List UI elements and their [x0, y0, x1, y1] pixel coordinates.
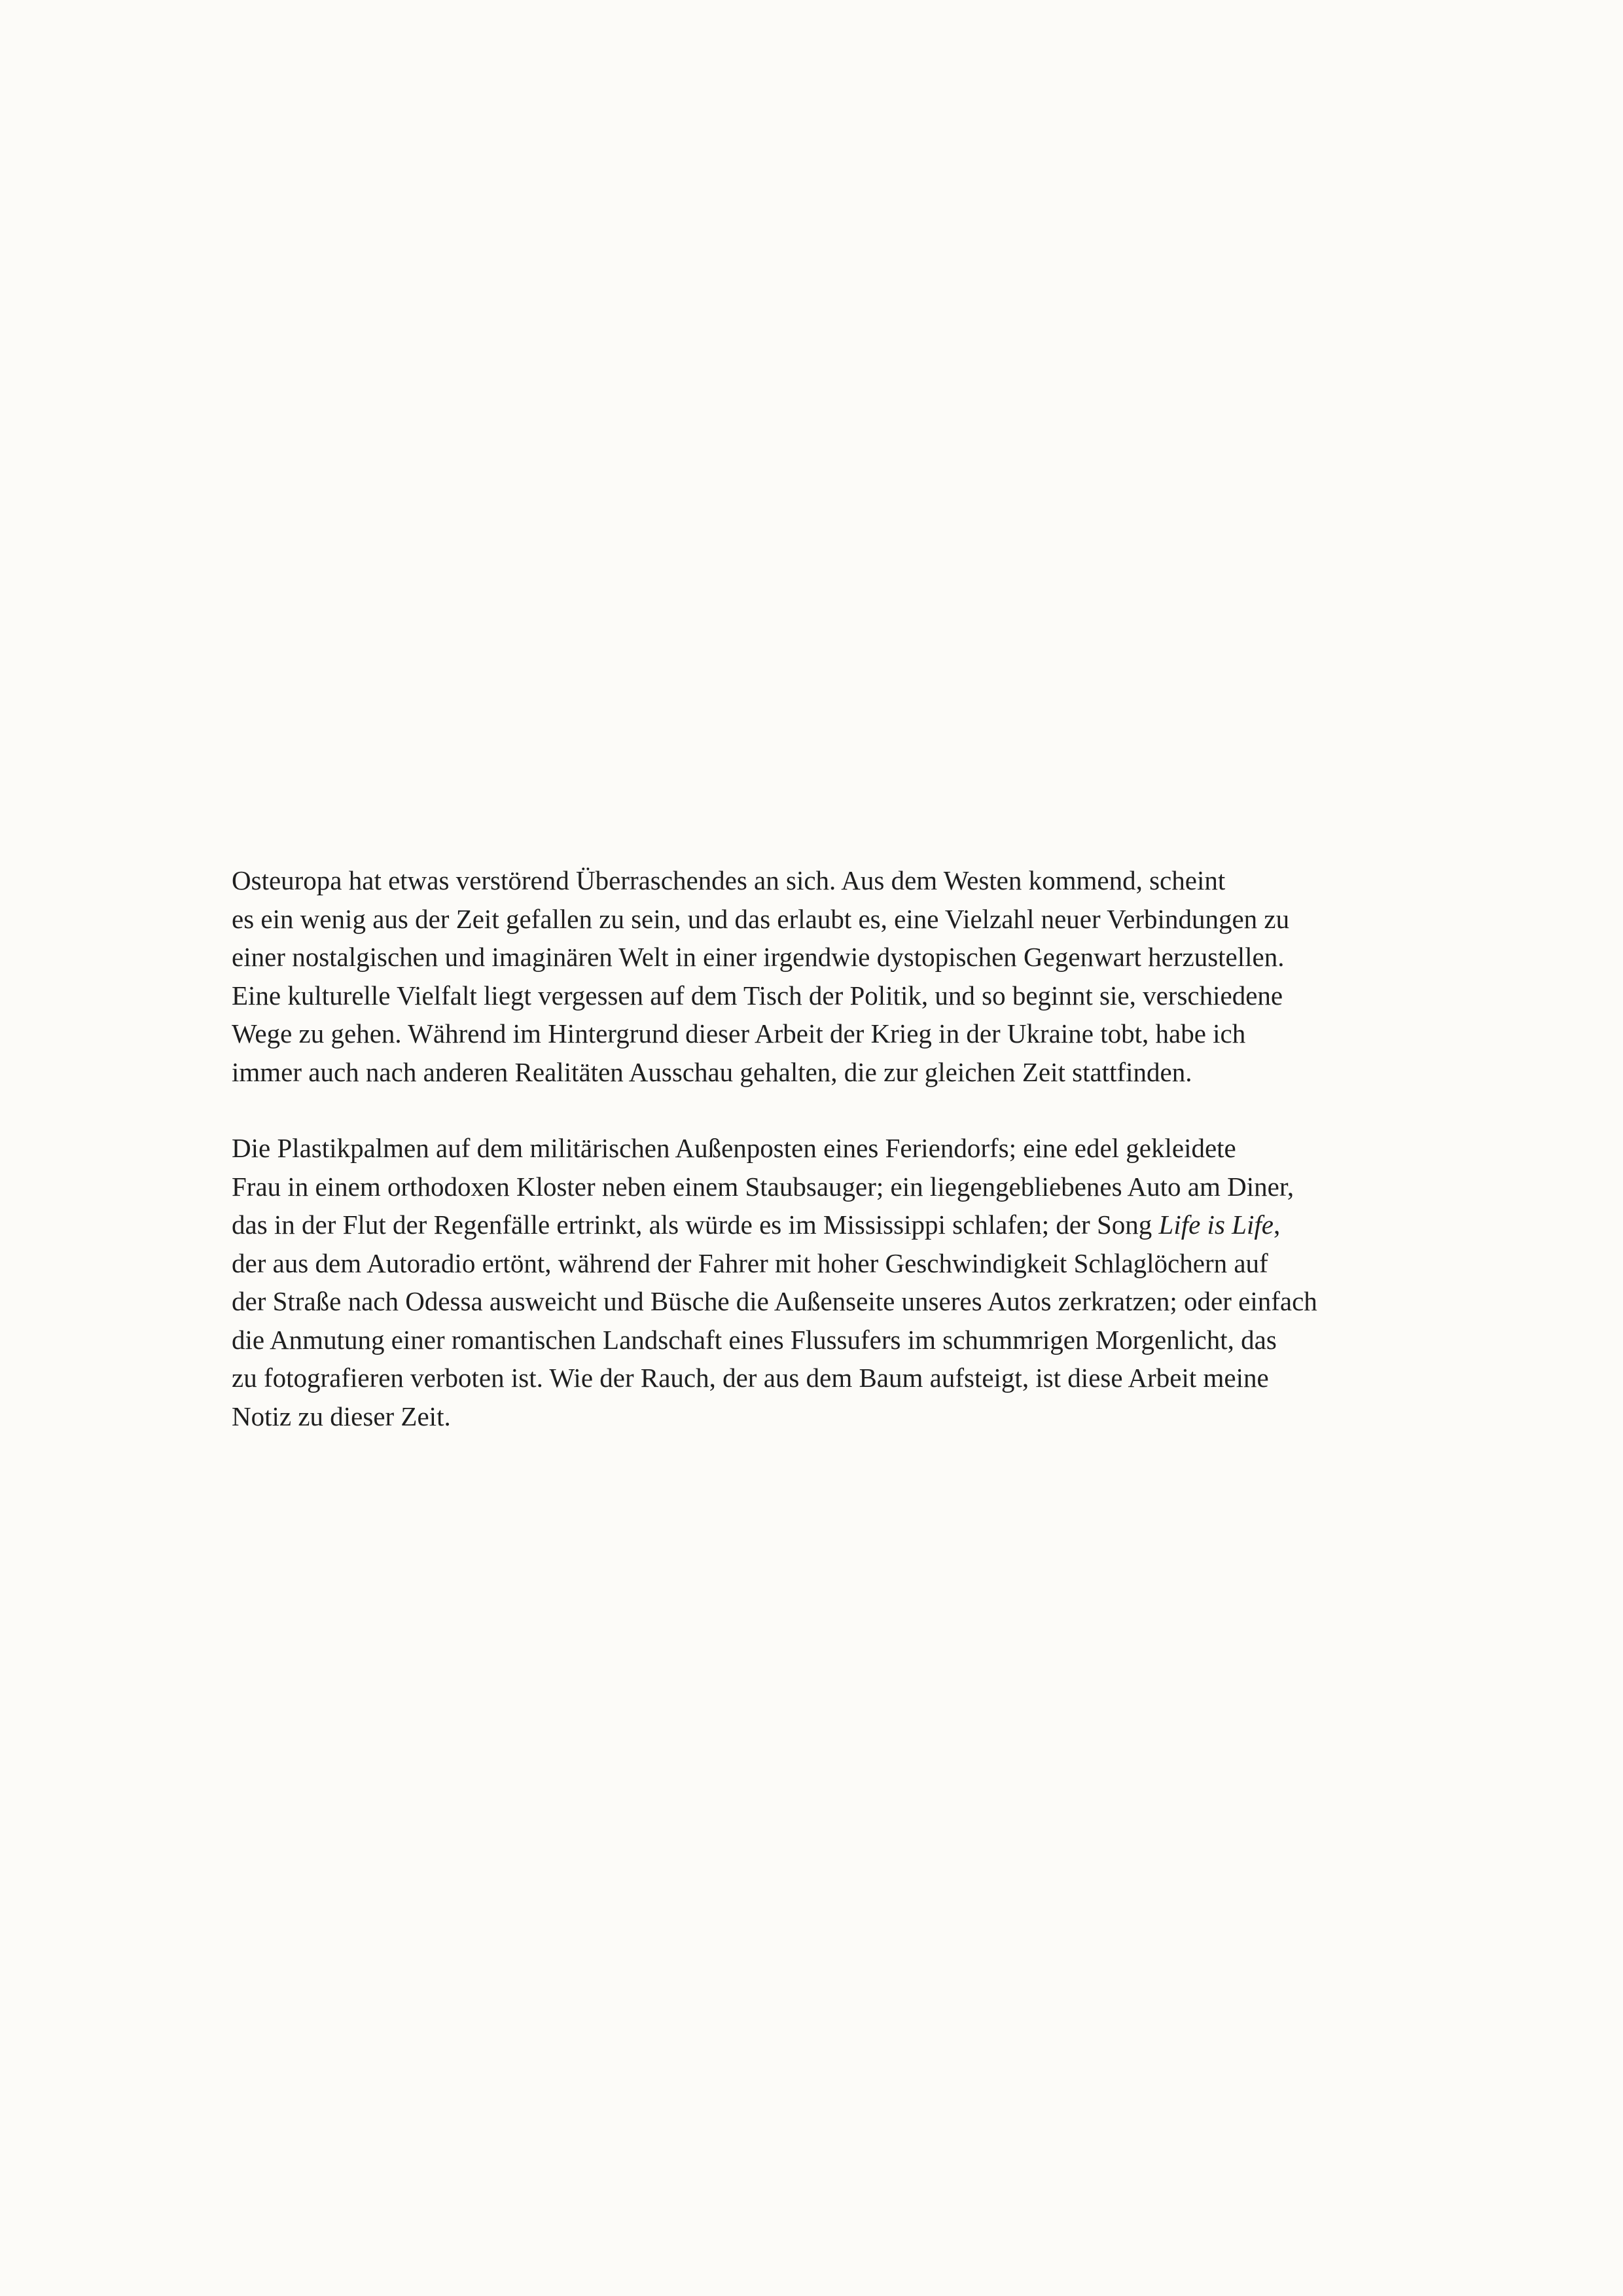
text-line: Die Plastikpalmen auf dem militärischen Außenposten eines Feriendorfs; eine edel gekleidete [232, 1133, 1236, 1163]
text-line: Frau in einem orthodoxen Kloster neben einem Staubsauger; ein liegengebliebenes Auto am Diner, [232, 1171, 1294, 1202]
paragraph-1 [232, 861, 1410, 1091]
text-line: Eine kulturelle Vielfalt liegt vergessen auf dem Tisch der Politik, und so beginnt sie, verschiedene [232, 980, 1283, 1011]
text-line: der aus dem Autoradio ertönt, während der Fahrer mit hoher Geschwindigkeit Schlaglöchern auf [232, 1247, 1268, 1278]
song-title: Life is Life [1158, 1210, 1274, 1240]
paragraph-spacer [232, 1091, 1410, 1129]
text-line: die Anmutung einer romantischen Landschaft eines Flussufers im schummrigen Morgenlicht, das [232, 1324, 1277, 1355]
text-line: zu fotografieren verboten ist. Wie der Rauch, der aus dem Baum aufsteigt, ist diese Arbeit meine [232, 1363, 1269, 1393]
text-line: immer auch nach anderen Realitäten Ausschau gehalten, die zur gleichen Zeit stattfinden. [232, 1056, 1192, 1087]
body-text [232, 861, 1410, 1435]
text-line: es ein wenig aus der Zeit gefallen zu sein, und das erlaubt es, eine Vielzahl neuer Verbindungen zu [232, 903, 1290, 934]
text-line: einer nostalgischen und imaginären Welt in einer irgendwie dystopischen Gegenwart herzustellen. [232, 942, 1285, 972]
text-line: Notiz zu dieser Zeit. [232, 1401, 451, 1431]
paragraph-2 [232, 1129, 1410, 1435]
text-line-with-song [232, 1206, 1410, 1244]
text-line: der Straße nach Odessa ausweicht und Büsche die Außenseite unseres Autos zerkratzen; oder einfach [232, 1286, 1317, 1316]
text-line: Wege zu gehen. Während im Hintergrund dieser Arbeit der Krieg in der Ukraine tobt, habe ich [232, 1018, 1246, 1049]
text-line: Osteuropa hat etwas verstörend Überraschendes an sich. Aus dem Westen kommend, scheint [232, 865, 1226, 895]
text-segment: das in der Flut der Regenfälle ertrinkt, als würde es im Mississippi schlafen; der Song [232, 1210, 1159, 1240]
song-title-punctuation: , [1273, 1210, 1281, 1240]
